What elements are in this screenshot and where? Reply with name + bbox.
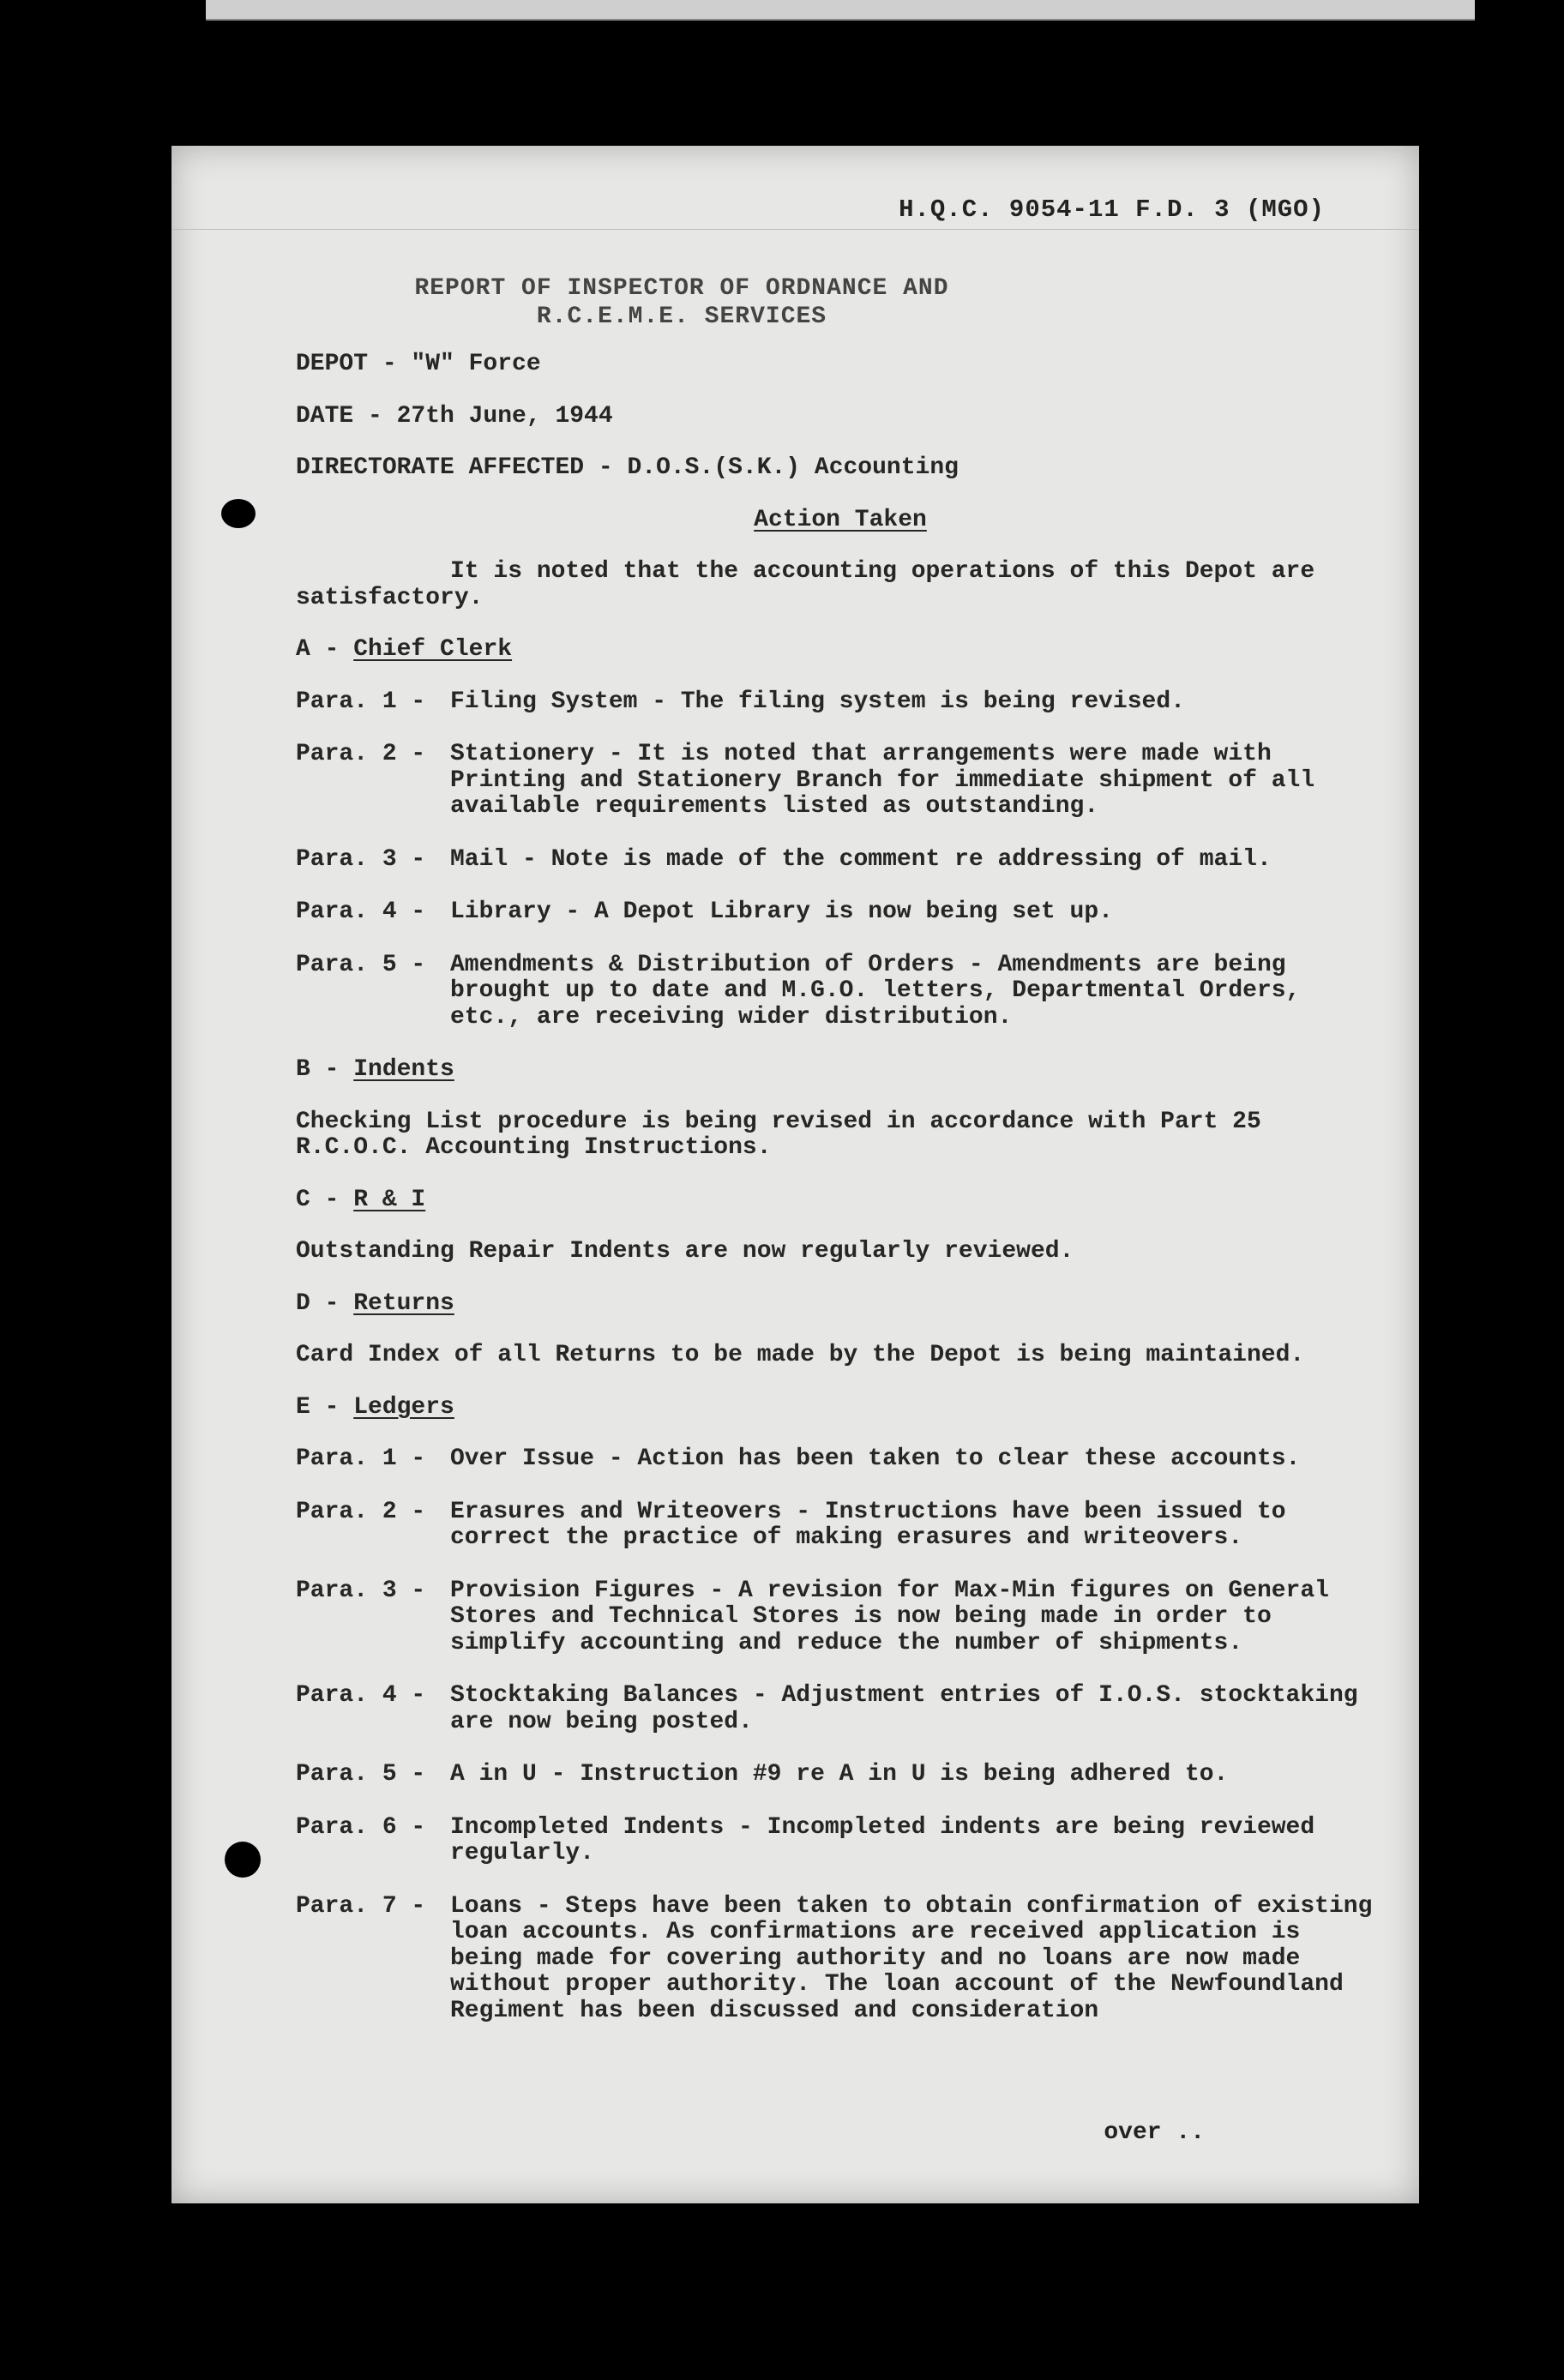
date-line: DATE - 27th June, 1944 xyxy=(296,402,613,430)
section-e-heading: E - Ledgers xyxy=(296,1393,454,1421)
section-c-heading: C - R & I xyxy=(296,1186,426,1213)
continuation-note: over .. xyxy=(1104,2119,1205,2146)
section-e-para-4: Para. 4 - Stocktaking Balances - Adjustment entries of I.O.S. stocktaking are now being posted. xyxy=(296,1682,1358,1735)
file-reference: H.Q.C. 9054-11 F.D. 3 (MGO) xyxy=(899,195,1325,224)
section-a-para-5: Para. 5 - Amendments & Distribution of Orders - Amendments are being brought up to date and M.G.O. letters, Departmental Orders, etc., are receiving wider distribution. xyxy=(296,951,1301,1031)
section-a-para-4: Para. 4 - Library - A Depot Library is now being set up. xyxy=(296,899,1113,925)
section-a-heading: A - Chief Clerk xyxy=(296,636,513,663)
action-heading: Action Taken xyxy=(754,506,927,533)
report-title-line-1: REPORT OF INSPECTOR OF ORDNANCE AND xyxy=(414,275,949,302)
section-d-text: Card Index of all Returns to be made by the Depot is being maintained. xyxy=(296,1342,1305,1368)
document-page xyxy=(171,146,1419,2203)
report-title-line-2: R.C.E.M.E. SERVICES xyxy=(536,304,827,330)
section-e-para-5: Para. 5 - A in U - Instruction #9 re A in U is being adhered to. xyxy=(296,1761,1229,1788)
section-e-para-3: Para. 3 - Provision Figures - A revision for Max-Min figures on General Stores and Technical Stores is now being made in order to simplify accounting and reduce the number of shipments. xyxy=(296,1577,1329,1656)
section-e-para-7: Para. 7 - Loans - Steps have been taken to obtain confirmation of existing loan accounts. As confirmations are received application is being made for covering authority and no loans are now made without proper authority. The loan account of the Newfoundland Regiment has been discussed and consideration xyxy=(296,1892,1373,2024)
punch-hole-bottom xyxy=(225,1842,261,1878)
section-e-para-2: Para. 2 - Erasures and Writeovers - Instructions have been issued to correct the practice of making erasures and writeovers. xyxy=(296,1498,1286,1551)
report-body xyxy=(296,352,1385,2051)
page-fold-line xyxy=(171,229,1419,230)
depot-line: DEPOT - "W" Force xyxy=(296,351,541,377)
section-d-heading: D - Returns xyxy=(296,1289,454,1317)
report-title xyxy=(382,274,982,331)
previous-page-edge xyxy=(206,0,1475,21)
section-b-text: Checking List procedure is being revised in accordance with Part 25 R.C.O.C. Accounting Instructions. xyxy=(296,1108,1261,1161)
section-a-para-3: Para. 3 - Mail - Note is made of the comment re addressing of mail. xyxy=(296,845,1272,873)
directorate-line: DIRECTORATE AFFECTED - D.O.S.(S.K.) Accounting xyxy=(296,454,959,481)
section-c-text: Outstanding Repair Indents are now regularly reviewed. xyxy=(296,1238,1074,1265)
section-a-para-1: Para. 1 - Filing System - The filing system is being revised. xyxy=(296,688,1185,715)
section-e-para-1: Para. 1 - Over Issue - Action has been taken to clear these accounts. xyxy=(296,1445,1301,1472)
section-e-para-6: Para. 6 - Incompleted Indents - Incompleted indents are being reviewed regularly. xyxy=(296,1813,1315,1866)
section-a-para-2: Para. 2 - Stationery - It is noted that arrangements were made with Printing and Stationery Branch for immediate shipment of all available requirements listed as outstanding. xyxy=(296,741,1315,820)
intro-paragraph: It is noted that the accounting operations of this Depot are satisfactory. xyxy=(296,558,1315,611)
punch-hole-top xyxy=(221,499,256,528)
section-b-heading: B - Indents xyxy=(296,1056,454,1083)
